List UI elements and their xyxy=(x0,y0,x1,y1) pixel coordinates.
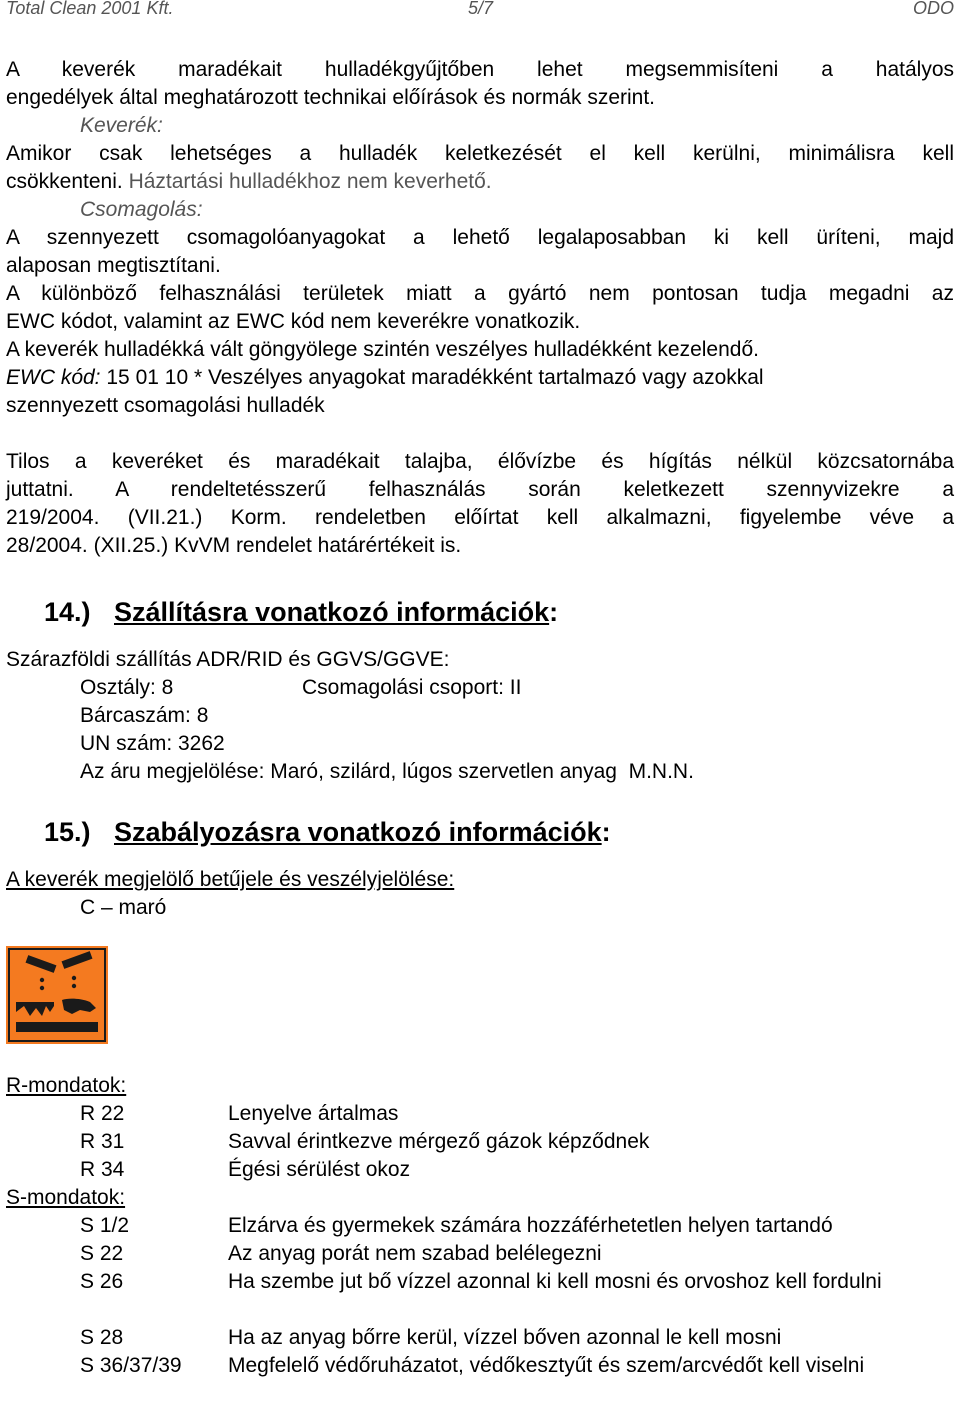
s-phrases-heading: S-mondatok: xyxy=(6,1186,126,1209)
symbol-heading: A keverék megjelölő betűjele és veszélyjelölése: xyxy=(6,868,455,891)
r-phrase-text: Égési sérülést okoz xyxy=(228,1158,411,1181)
s-phrase-code: S 26 xyxy=(80,1270,124,1293)
disposal-line-4 xyxy=(6,168,492,196)
r-phrases-heading: R-mondatok: xyxy=(6,1074,127,1097)
page-number: 5/7 xyxy=(468,0,494,18)
disposal-line-6: alaposan megtisztítani. xyxy=(6,254,221,277)
disposal-line-2: engedélyek által meghatározott technikai előírások és normák szerint. xyxy=(6,86,656,109)
r-phrase-text: Lenyelve ártalmas xyxy=(228,1102,399,1125)
disposal-line-9: A keverék hulladékká vált göngyölege szintén veszélyes hulladékként kezelendő. xyxy=(6,338,759,361)
s-phrase-text: Az anyag porát nem szabad belélegezni xyxy=(228,1242,602,1265)
base-bar xyxy=(16,1022,98,1032)
company-name: Total Clean 2001 Kft. xyxy=(6,0,174,18)
r-phrase-code: R 22 xyxy=(80,1102,125,1125)
goods-designation: Az áru megjelölése: Maró, szilárd, lúgos szervetlen anyag M.N.N. xyxy=(80,760,694,783)
disposal-line-4a: csökkenteni. xyxy=(6,170,123,193)
land-transport: Szárazföldi szállítás ADR/RID és GGVS/GGVE: xyxy=(6,648,450,671)
disposal-line-11: szennyezett csomagolási hulladék xyxy=(6,394,325,417)
un-number: UN szám: 3262 xyxy=(80,732,225,755)
r-phrase-text: Savval érintkezve mérgező gázok képződnek xyxy=(228,1130,650,1153)
disposal-line-10 xyxy=(6,364,954,392)
s-phrase-text: Ha az anyag bőrre kerül, vízzel bőven azonnal le kell mosni xyxy=(228,1326,782,1349)
section-14-heading xyxy=(44,594,558,630)
s-phrase-code: S 22 xyxy=(80,1242,124,1265)
disposal-line-13: juttatni. A rendeltetésszerű felhasználás során keletkezett szennyvizekre a xyxy=(6,478,954,501)
disposal-line-3: Amikor csak lehetséges a hulladék keletkezését el kell kerülni, minimálisra kell xyxy=(6,142,954,165)
section-15-title: Szabályozásra vonatkozó információk xyxy=(114,817,602,847)
disposal-line-4b: Háztartási hulladékhoz nem keverhető. xyxy=(128,170,492,193)
packing-group: Csomagolási csoport: II xyxy=(302,676,522,699)
hazard-symbol: C – maró xyxy=(80,896,167,919)
disposal-line-1: A keverék maradékait hulladékgyűjtőben lehet megsemmisíteni a hatályos xyxy=(6,58,954,81)
transport-class: Osztály: 8 xyxy=(80,676,174,699)
corrosive-icon xyxy=(6,946,108,1044)
s-phrase-code: S 36/37/39 xyxy=(80,1354,182,1377)
s-phrase-code: S 28 xyxy=(80,1326,124,1349)
section-15-number: 15.) xyxy=(44,817,91,847)
page-header xyxy=(0,0,960,20)
mixture-label: Keverék: xyxy=(80,114,163,137)
r-phrase-code: R 31 xyxy=(80,1130,125,1153)
section-14-number: 14.) xyxy=(44,597,91,627)
label-number: Bárcaszám: 8 xyxy=(80,704,209,727)
section-15-colon: : xyxy=(601,817,611,847)
section-14-colon: : xyxy=(549,597,559,627)
s-phrase-code: S 1/2 xyxy=(80,1214,130,1237)
disposal-line-12: Tilos a keveréket és maradékait talajba, élővízbe és hígítás nélkül közcsatornába xyxy=(6,450,954,473)
doc-code: ODO xyxy=(912,0,954,18)
r-phrase-code: R 34 xyxy=(80,1158,125,1181)
disposal-line-14: 219/2004. (VII.21.) Korm. rendeletben előírtat kell alkalmazni, figyelembe véve a xyxy=(6,506,954,529)
disposal-line-8: EWC kódot, valamint az EWC kód nem keverékre vonatkozik. xyxy=(6,310,581,333)
s-phrase-text: Megfelelő védőruházatot, védőkesztyűt és szem/arcvédőt kell viselni xyxy=(228,1354,865,1377)
packaging-label: Csomagolás: xyxy=(80,198,203,221)
disposal-line-5: A szennyezett csomagolóanyagokat a lehető legalaposabban ki kell üríteni, majd xyxy=(6,226,954,249)
corrosive-pictogram xyxy=(6,946,108,1044)
disposal-line-15: 28/2004. (XII.25.) KvVM rendelet határértékeit is. xyxy=(6,534,462,557)
disposal-line-7: A különböző felhasználási területek miatt a gyártó nem pontosan tudja megadni az xyxy=(6,282,954,305)
section-14-title: Szállításra vonatkozó információk xyxy=(114,597,550,627)
s-phrase-text: Ha szembe jut bő vízzel azonnal ki kell mosni és orvoshoz kell fordulni xyxy=(228,1270,882,1293)
ewc-code-text: 15 01 10 * Veszélyes anyagokat maradékként tartalmazó vagy azokkal xyxy=(106,366,764,389)
s-phrase-text: Elzárva és gyermekek számára hozzáférhetetlen helyen tartandó xyxy=(228,1214,833,1237)
section-15-heading xyxy=(44,814,611,850)
ewc-label: EWC kód: xyxy=(6,366,101,389)
